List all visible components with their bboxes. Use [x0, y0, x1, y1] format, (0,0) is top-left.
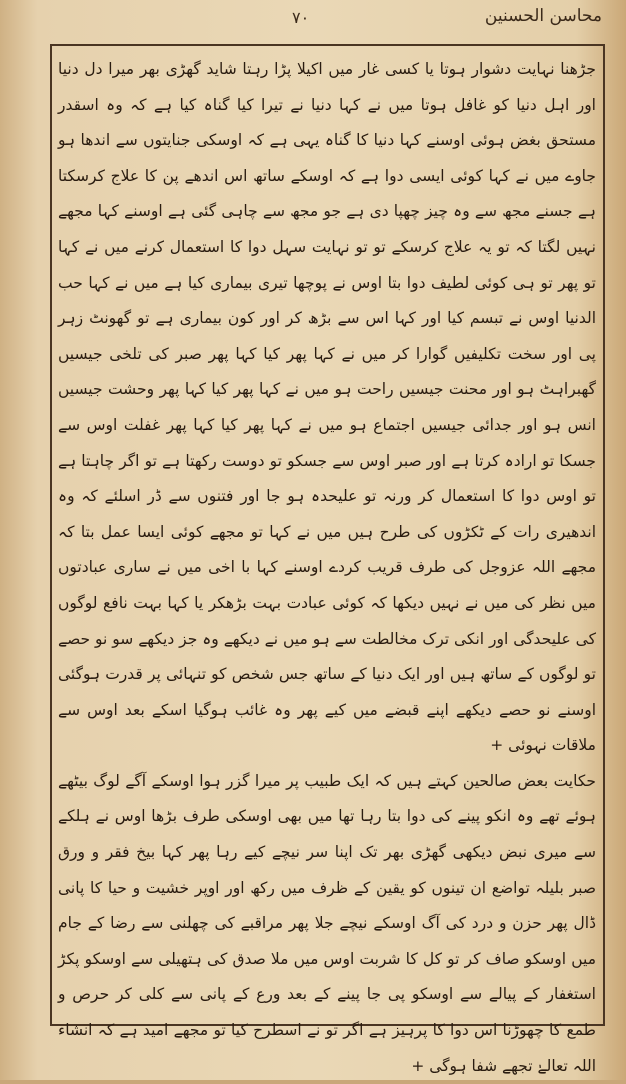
running-title: محاسن الحسنین — [484, 6, 602, 26]
page-number: ٧٠ — [292, 8, 310, 27]
paragraph: حکایت بعض صالحین کہتے ہیں کہ ایک طبیب پر میرا گزر ہوا اوسکے آگے لوگ بیٹھے ہوئے تھے وہ انکو پینے کی دوا بتا رہا تھا میں بھی اوسکی طرف بڑھا اوس نے ہلکے سے میری نبض دیکھی گھڑی بھر تک اپنا سر نیچے کیے رہا پھر کہا بیخ فقر و ورق صبر بلیلہ تواضع ان تینوں کو یقین کے ظرف میں رکھ اور اوپر خشیت و حیا کا پانی ڈال پھر حزن و درد کی آگ اوسکے نیچے جلا پھر مراقبے کی چھلنی سے رضا کے جام میں اوسکو صاف کر تو کل کا شربت اوس میں ملا صدق کی ہتھیلی سے اوسکو پکڑ استغفار کے پیالے سے اوسکو پی جا پینے کے بعد ورع کے پانی سے کلی کر حرص و طمع کا چھوڑنا اس دوا کا پرہیز ہے اگر تو نے اسطرح کیا تو مجھے امید ہے کہ انشاء اللہ تعالےٰ تجھے شفا ہوگی + — [58, 771, 596, 1075]
page-header — [0, 4, 626, 38]
body-text — [58, 52, 596, 1075]
bottom-margin — [0, 1026, 626, 1080]
paragraph: جڑھنا نہایت دشوار ہوتا یا کسی غار میں اکیلا پڑا رہتا شاید گھڑی بھر میرا دل دنیا اور اہل دنیا کو غافل ہوتا میں نے کہا دنیا نے تیرا کیا گناہ کیا ہے کہ وہ اسقدر مستحق بغض ہوئی اوسنے کہا دنیا کا گناہ یہی ہے کہ اوسکی جنایتوں سے اندھا ہو جاوے میں نے کہا کوئی ایسی دوا ہے کہ اوسکے ساتھ اس اندھے پن کا علاج کرسکتا ہے جسنے مجھ سے وہ چیز چھپا دی ہے جو مجھ سے چاہی گئی ہے اوسنے کہا مجھے نہیں لگتا کہ تو یہ علاج کرسکے تو تو نہایت سہل دوا کا استعمال کرنے میں نے کہا تو پھر تو ہی کوئی لطیف دوا بتا اوس نے پوچھا تیری بیماری کیا ہے میں نے کہا حب الدنیا اوس نے تبسم کیا اور کہا اس سے بڑھ کر اور کون بیماری ہے تو گھونٹ زہر پی اور سخت تکلیفیں گوارا کر میں نے کہا پھر کیا کہا پھر صبر کی تلخی جیسیں گھبراہٹ ہو اور محنت جیسیں راحت ہو میں نے کہا پھر کیا کہا پھر وحشت جیسیں انس ہو اور جدائی جیسیں اجتماع ہو میں نے کہا پھر کیا کہا پھر غفلت اوس سے جسکا تو ارادہ کرتا ہے اور صبر اوس سے جسکو تو دوست رکھتا ہے تو اگر چاہتا ہے تو اوس دوا کا استعمال کر ورنہ تو علیحدہ ہو جا اور فتنوں سے ڈر اسلئے کہ وہ اندھیری رات کے ٹکڑوں کی طرح ہیں میں نے کہا تو مجھے کوئی ایسا عمل بتا کہ مجھے اللہ عزوجل کی طرف قریب کردے اوسنے کہا با اخی میں نے ساری عبادتوں میں نظر کی میں نے نہیں دیکھا کہ کوئی عبادت بہت بڑھکر یا کہا بہت نافع لوگوں کی علیحدگی اور انکی ترک مخالطت سے ہو میں نے دیکھے وہ جز دیکھے سو نو حصے تو لوگوں کے ساتھ ہیں اور ایک دنیا کے ساتھ جس شخص کو تنہائی پر قدرت ہوگئی اوسنے نو حصے دیکھے اپنے قبضے میں کیے پھر وہ غائب ہوگیا اسکے بعد اوس سے ملاقات نہوئی + — [58, 60, 596, 755]
